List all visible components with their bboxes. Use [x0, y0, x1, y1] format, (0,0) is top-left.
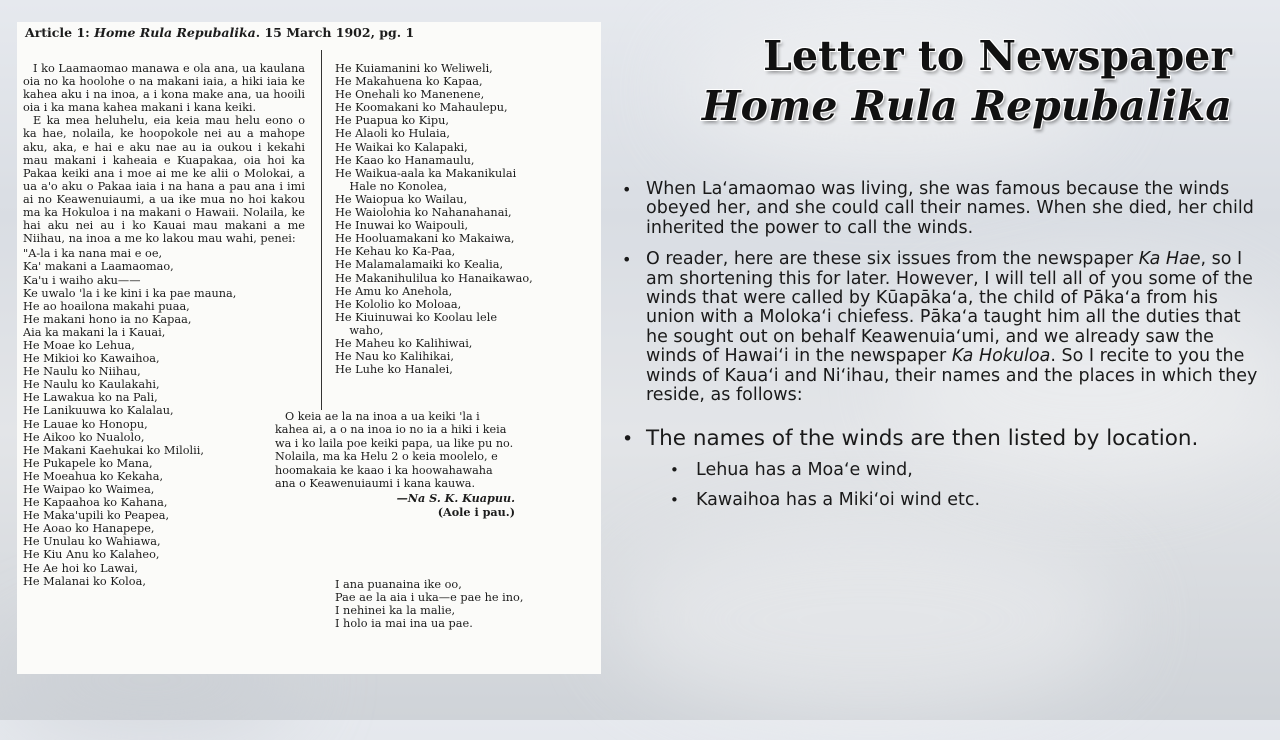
wind-line: He Waiolohia ko Nahanahanai,: [335, 206, 512, 220]
poem-line: He Ae hoi ko Lawai,: [23, 561, 138, 575]
bullet-1: • When Laʻamaomao was living, she was famous because the winds obeyed her, and she could call their names. When she died, her child inherited the power to call the winds.: [620, 180, 1260, 238]
wind-line: He Makanihulilua ko Hanaikawao,: [335, 271, 533, 285]
wind-line: He Waikai ko Kalapaki,: [335, 140, 468, 154]
poem-line: He Naulu ko Niihau,: [23, 365, 141, 379]
scan-paragraph: E ka mea heluhelu, eia keia mau helu eono o ka hae, nolaila, ke hoopokole nei au a mahope aku, aka, e hai e aku nae au ia oukou i kekahi mau makani i kaheaia e Kuapakaa, oia hoi ka Pakaa keiki ana i moe ai me ke alii o Molokai, a ua a'o aku o Pakaa iaia i na hana a pau ana i imi ai no Keawenuiaumi, a ua ike mua no hoi kakou ma ka Hokuloa i na makani o Hawaii. Nolaila, ke hai aku nei au i ko Kauai mau makani a me Niihau, na inoa a me ko lakou mau wahi, penei:: [23, 114, 305, 246]
scan-paragraph: I ko Laamaomao manawa e ola ana, ua kaulana oia no ka hoolohe o na makani iaia, a hiki iaia ke kahea aku i na inoa, a i kona make ana, ua hooili oia i ka mana kahea makani i kana keiki.: [23, 62, 305, 115]
poem-line: Ka' makani a Laamaomao,: [23, 260, 174, 274]
poem-line: He Malanai ko Koloa,: [23, 574, 146, 588]
wind-line: He Kuiamanini ko Weliweli,: [335, 62, 493, 75]
scan-right-column: [335, 62, 595, 376]
column-divider: [321, 50, 322, 418]
wind-line: He Makahuena ko Kapaa,: [335, 75, 483, 89]
title-line-1: Letter to Newspaper: [763, 32, 1232, 80]
clip-text: O keia ae la na inoa a ua keiki 'la i kahea ai, a o na inoa io no ia a hiki i keia wa i ko laila poe keiki papa, ua like pu no. Nolaila, ma ka Helu 2 o keia moolelo, e hoomakaia ke kaao i ka hoowahawaha ana o Keawenuiaumi i kana kauwa.: [275, 410, 514, 491]
slide-title: [702, 32, 1232, 132]
newspaper-scan: [17, 22, 601, 674]
wind-line: He Kehau ko Ka-Paa,: [335, 245, 456, 259]
poem-line: He makani hono ia no Kapaa,: [23, 312, 192, 326]
wind-line: He Koomakani ko Mahaulepu,: [335, 101, 508, 115]
wind-line: He Kaao ko Hanamaulu,: [335, 153, 475, 167]
wind-line: He Maheu ko Kalihiwai,: [335, 336, 473, 350]
poem-line: He Aikoo ko Nualolo,: [23, 430, 145, 444]
poem-line: Pae ae la aia i uka—e pae he ino,: [335, 591, 524, 605]
wind-line: He Waiopua ko Wailau,: [335, 192, 468, 206]
poem-line: He ao hoailona makahi puaa,: [23, 299, 190, 313]
bullet-2: • O reader, here are these six issues from the newspaper Ka Hae, so I am shortening this for later. However, I will tell all of you some of the winds that were called by Kūapākaʻa, the child of Pākaʻa from his union with a Molokaʻi chiefess. Pākaʻa taught him all the duties that he sought out on behalf Keawenuiaʻumi, and we already saw the winds of Hawaiʻi in the newspaper Ka Hokuloa. So I recite to you the winds of Kauaʻi and Niʻihau, their names and the places in which they reside, as follows:: [620, 250, 1260, 405]
poem-line: He Pukapele ko Mana,: [23, 456, 153, 470]
poem-line: I holo ia mai ina ua pae.: [335, 617, 473, 631]
wind-line: He Alaoli ko Hulaia,: [335, 127, 450, 141]
poem-line: Aia ka makani la i Kauai,: [23, 325, 166, 339]
poem-line: He Lanikuuwa ko Kalalau,: [23, 404, 174, 418]
poem-line: Ka'u i waiho aku——: [23, 273, 141, 287]
poem-line: He Mikioi ko Kawaihoa,: [23, 352, 160, 366]
wind-line: He Hooluamakani ko Makaiwa,: [335, 232, 515, 246]
wind-line: He Puapua ko Kipu,: [335, 114, 449, 128]
poem-line: He Lawakua ko na Pali,: [23, 391, 158, 405]
poem-line: He Kiu Anu ko Kalaheo,: [23, 548, 160, 562]
wind-line: He Luhe ko Hanalei,: [335, 363, 453, 377]
scan-clipping: [275, 410, 515, 519]
wind-line: He Onehali ko Manenene,: [335, 88, 485, 102]
scan-poem: [23, 247, 305, 587]
bullet-list: [620, 180, 1260, 511]
signature: —Na S. K. Kuapuu.: [396, 491, 515, 506]
wind-line: He Malamalamaiki ko Kealia,: [335, 258, 504, 272]
poem-line: He Lauae ko Honopu,: [23, 417, 148, 431]
scan-left-column: [23, 62, 305, 588]
poem-line: He Naulu ko Kaulakahi,: [23, 378, 160, 392]
continued-note: (Aole i pau.): [437, 504, 515, 519]
poem-line: He Maka'upili ko Peapea,: [23, 509, 170, 523]
wind-line: He Inuwai ko Waipouli,: [335, 219, 469, 233]
poem-line: "A-la i ka nana mai e oe,: [23, 247, 163, 261]
poem-line: I ana puanaina ike oo,: [335, 578, 462, 591]
wind-line: waho,: [335, 323, 384, 337]
poem-line: He Waipao ko Waimea,: [23, 483, 155, 496]
sub-bullet-1: • Lehua has a Moaʻe wind,: [666, 459, 1260, 481]
poem-line: He Aoao ko Hanapepe,: [23, 522, 155, 536]
scan-header: Article 1: Home Rula Repubalika. 15 March 1902, pg. 1: [25, 25, 415, 40]
poem-line: He Unulau ko Wahiawa,: [23, 535, 161, 549]
wind-line: He Kololio ko Moloaa,: [335, 297, 462, 311]
scan-right-bottom: [335, 578, 595, 630]
wind-line: He Waikua-aala ka Makanikulai: [335, 166, 517, 180]
poem-line: He Moeahua ko Kekaha,: [23, 469, 164, 483]
poem-line: He Makani Kaehukai ko Milolii,: [23, 443, 204, 457]
wind-line: He Amu ko Anehola,: [335, 284, 453, 298]
sub-bullet-2: • Kawaihoa has a Mikiʻoi wind etc.: [666, 489, 1260, 511]
title-line-2: Home Rula Repubalika: [701, 82, 1232, 130]
poem-line: He Moae ko Lehua,: [23, 338, 135, 352]
wind-line: Hale no Konolea,: [335, 179, 448, 193]
poem-line: Ke uwalo 'la i ke kini i ka pae mauna,: [23, 286, 237, 300]
wind-line: He Nau ko Kalihikai,: [335, 350, 454, 364]
poem-line: I nehinei ka la malie,: [335, 604, 456, 618]
wind-line: He Kiuinuwai ko Koolau lele: [335, 310, 498, 324]
bullet-3: • The names of the winds are then listed by location.: [620, 427, 1260, 451]
poem-line: He Kapaahoa ko Kahana,: [23, 496, 168, 510]
